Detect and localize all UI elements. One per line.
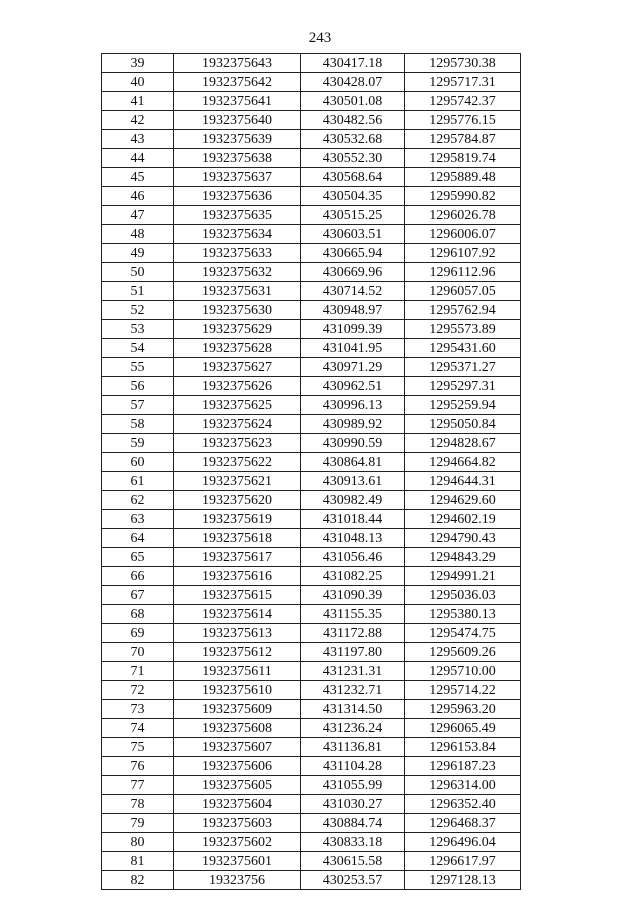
x-coordinate-cell: 431172.88 [301, 624, 405, 643]
row-number-cell: 44 [102, 149, 174, 168]
row-number-cell: 80 [102, 833, 174, 852]
point-id-cell: 1932375605 [174, 776, 301, 795]
point-id-cell: 1932375643 [174, 54, 301, 73]
x-coordinate-cell: 430603.51 [301, 225, 405, 244]
x-coordinate-cell: 430615.58 [301, 852, 405, 871]
y-coordinate-cell: 1295742.37 [405, 92, 521, 111]
x-coordinate-cell: 430501.08 [301, 92, 405, 111]
x-coordinate-cell: 431056.46 [301, 548, 405, 567]
y-coordinate-cell: 1295710.00 [405, 662, 521, 681]
row-number-cell: 76 [102, 757, 174, 776]
point-id-cell: 1932375618 [174, 529, 301, 548]
y-coordinate-cell: 1294790.43 [405, 529, 521, 548]
point-id-cell: 1932375619 [174, 510, 301, 529]
row-number-cell: 46 [102, 187, 174, 206]
row-number-cell: 42 [102, 111, 174, 130]
y-coordinate-cell: 1295259.94 [405, 396, 521, 415]
row-number-cell: 67 [102, 586, 174, 605]
table-row [102, 320, 521, 339]
row-number-cell: 49 [102, 244, 174, 263]
point-id-cell: 1932375608 [174, 719, 301, 738]
row-number-cell: 59 [102, 434, 174, 453]
table-row [102, 605, 521, 624]
point-id-cell: 1932375609 [174, 700, 301, 719]
y-coordinate-cell: 1295036.03 [405, 586, 521, 605]
point-id-cell: 1932375610 [174, 681, 301, 700]
y-coordinate-cell: 1295573.89 [405, 320, 521, 339]
table-row [102, 130, 521, 149]
row-number-cell: 82 [102, 871, 174, 890]
table-row [102, 738, 521, 757]
table-row [102, 491, 521, 510]
y-coordinate-cell: 1295297.31 [405, 377, 521, 396]
x-coordinate-cell: 430417.18 [301, 54, 405, 73]
x-coordinate-cell: 430971.29 [301, 358, 405, 377]
x-coordinate-cell: 430990.59 [301, 434, 405, 453]
table-row [102, 73, 521, 92]
table-row [102, 358, 521, 377]
point-id-cell: 1932375621 [174, 472, 301, 491]
point-id-cell: 1932375606 [174, 757, 301, 776]
row-number-cell: 53 [102, 320, 174, 339]
row-number-cell: 58 [102, 415, 174, 434]
point-id-cell: 1932375611 [174, 662, 301, 681]
table-row [102, 681, 521, 700]
table-row [102, 472, 521, 491]
table-row [102, 624, 521, 643]
row-number-cell: 41 [102, 92, 174, 111]
row-number-cell: 40 [102, 73, 174, 92]
table-row [102, 700, 521, 719]
point-id-cell: 1932375624 [174, 415, 301, 434]
x-coordinate-cell: 431082.25 [301, 567, 405, 586]
table-row [102, 92, 521, 111]
row-number-cell: 69 [102, 624, 174, 643]
y-coordinate-cell: 1296026.78 [405, 206, 521, 225]
point-id-cell: 1932375625 [174, 396, 301, 415]
x-coordinate-cell: 430515.25 [301, 206, 405, 225]
table-row [102, 757, 521, 776]
point-id-cell: 1932375635 [174, 206, 301, 225]
y-coordinate-cell: 1294843.29 [405, 548, 521, 567]
point-id-cell: 1932375631 [174, 282, 301, 301]
point-id-cell: 1932375623 [174, 434, 301, 453]
row-number-cell: 64 [102, 529, 174, 548]
table-row [102, 833, 521, 852]
table-row [102, 586, 521, 605]
x-coordinate-cell: 431018.44 [301, 510, 405, 529]
point-id-cell: 1932375630 [174, 301, 301, 320]
y-coordinate-cell: 1294602.19 [405, 510, 521, 529]
row-number-cell: 43 [102, 130, 174, 149]
x-coordinate-cell: 430982.49 [301, 491, 405, 510]
point-id-cell: 1932375622 [174, 453, 301, 472]
page-number: 243 [308, 30, 332, 46]
row-number-cell: 81 [102, 852, 174, 871]
x-coordinate-cell: 430568.64 [301, 168, 405, 187]
point-id-cell: 1932375633 [174, 244, 301, 263]
y-coordinate-cell: 1295819.74 [405, 149, 521, 168]
y-coordinate-cell: 1295963.20 [405, 700, 521, 719]
table-row [102, 415, 521, 434]
x-coordinate-cell: 430913.61 [301, 472, 405, 491]
point-id-cell: 1932375640 [174, 111, 301, 130]
row-number-cell: 66 [102, 567, 174, 586]
table-row [102, 111, 521, 130]
row-number-cell: 79 [102, 814, 174, 833]
row-number-cell: 51 [102, 282, 174, 301]
point-id-cell: 1932375637 [174, 168, 301, 187]
row-number-cell: 63 [102, 510, 174, 529]
table-row [102, 225, 521, 244]
x-coordinate-cell: 430714.52 [301, 282, 405, 301]
x-coordinate-cell: 431030.27 [301, 795, 405, 814]
y-coordinate-cell: 1296107.92 [405, 244, 521, 263]
y-coordinate-cell: 1296112.96 [405, 263, 521, 282]
row-number-cell: 54 [102, 339, 174, 358]
point-id-cell: 1932375603 [174, 814, 301, 833]
table-row [102, 301, 521, 320]
y-coordinate-cell: 1295889.48 [405, 168, 521, 187]
x-coordinate-cell: 431104.28 [301, 757, 405, 776]
table-row [102, 54, 521, 73]
x-coordinate-cell: 430833.18 [301, 833, 405, 852]
x-coordinate-cell: 431090.39 [301, 586, 405, 605]
row-number-cell: 48 [102, 225, 174, 244]
x-coordinate-cell: 430428.07 [301, 73, 405, 92]
point-id-cell: 1932375616 [174, 567, 301, 586]
x-coordinate-cell: 430989.92 [301, 415, 405, 434]
table-row [102, 662, 521, 681]
y-coordinate-cell: 1295431.60 [405, 339, 521, 358]
row-number-cell: 60 [102, 453, 174, 472]
row-number-cell: 78 [102, 795, 174, 814]
x-coordinate-cell: 430504.35 [301, 187, 405, 206]
y-coordinate-cell: 1296187.23 [405, 757, 521, 776]
x-coordinate-cell: 430962.51 [301, 377, 405, 396]
row-number-cell: 52 [102, 301, 174, 320]
row-number-cell: 62 [102, 491, 174, 510]
y-coordinate-cell: 1296617.97 [405, 852, 521, 871]
point-id-cell: 1932375638 [174, 149, 301, 168]
table-row [102, 814, 521, 833]
x-coordinate-cell: 431314.50 [301, 700, 405, 719]
x-coordinate-cell: 430253.57 [301, 871, 405, 890]
point-id-cell: 1932375627 [174, 358, 301, 377]
table-row [102, 168, 521, 187]
point-id-cell: 19323756 [174, 871, 301, 890]
x-coordinate-cell: 430948.97 [301, 301, 405, 320]
y-coordinate-cell: 1295762.94 [405, 301, 521, 320]
row-number-cell: 55 [102, 358, 174, 377]
row-number-cell: 68 [102, 605, 174, 624]
y-coordinate-cell: 1295776.15 [405, 111, 521, 130]
table-row [102, 434, 521, 453]
x-coordinate-cell: 431055.99 [301, 776, 405, 795]
table-row [102, 548, 521, 567]
y-coordinate-cell: 1296496.04 [405, 833, 521, 852]
point-id-cell: 1932375636 [174, 187, 301, 206]
row-number-cell: 39 [102, 54, 174, 73]
row-number-cell: 70 [102, 643, 174, 662]
table-row [102, 567, 521, 586]
x-coordinate-cell: 430864.81 [301, 453, 405, 472]
table-row [102, 282, 521, 301]
row-number-cell: 56 [102, 377, 174, 396]
row-number-cell: 45 [102, 168, 174, 187]
point-id-cell: 1932375642 [174, 73, 301, 92]
y-coordinate-cell: 1295050.84 [405, 415, 521, 434]
coordinates-table-body [102, 54, 521, 890]
y-coordinate-cell: 1294629.60 [405, 491, 521, 510]
y-coordinate-cell: 1295714.22 [405, 681, 521, 700]
table-row [102, 206, 521, 225]
point-id-cell: 1932375602 [174, 833, 301, 852]
table-row [102, 377, 521, 396]
y-coordinate-cell: 1296065.49 [405, 719, 521, 738]
x-coordinate-cell: 431236.24 [301, 719, 405, 738]
row-number-cell: 77 [102, 776, 174, 795]
x-coordinate-cell: 431155.35 [301, 605, 405, 624]
row-number-cell: 57 [102, 396, 174, 415]
x-coordinate-cell: 431048.13 [301, 529, 405, 548]
table-row [102, 149, 521, 168]
x-coordinate-cell: 431231.31 [301, 662, 405, 681]
y-coordinate-cell: 1296006.07 [405, 225, 521, 244]
x-coordinate-cell: 430996.13 [301, 396, 405, 415]
point-id-cell: 1932375639 [174, 130, 301, 149]
y-coordinate-cell: 1295371.27 [405, 358, 521, 377]
row-number-cell: 73 [102, 700, 174, 719]
table-row [102, 529, 521, 548]
table-row [102, 643, 521, 662]
point-id-cell: 1932375628 [174, 339, 301, 358]
y-coordinate-cell: 1295609.26 [405, 643, 521, 662]
point-id-cell: 1932375617 [174, 548, 301, 567]
x-coordinate-cell: 430884.74 [301, 814, 405, 833]
y-coordinate-cell: 1295380.13 [405, 605, 521, 624]
y-coordinate-cell: 1296314.00 [405, 776, 521, 795]
table-row [102, 263, 521, 282]
table-row [102, 396, 521, 415]
row-number-cell: 47 [102, 206, 174, 225]
x-coordinate-cell: 430669.96 [301, 263, 405, 282]
point-id-cell: 1932375632 [174, 263, 301, 282]
point-id-cell: 1932375626 [174, 377, 301, 396]
y-coordinate-cell: 1294991.21 [405, 567, 521, 586]
table-row [102, 510, 521, 529]
x-coordinate-cell: 431099.39 [301, 320, 405, 339]
table-row [102, 852, 521, 871]
y-coordinate-cell: 1295730.38 [405, 54, 521, 73]
y-coordinate-cell: 1295717.31 [405, 73, 521, 92]
row-number-cell: 75 [102, 738, 174, 757]
row-number-cell: 61 [102, 472, 174, 491]
x-coordinate-cell: 431041.95 [301, 339, 405, 358]
x-coordinate-cell: 430532.68 [301, 130, 405, 149]
point-id-cell: 1932375607 [174, 738, 301, 757]
x-coordinate-cell: 430552.30 [301, 149, 405, 168]
y-coordinate-cell: 1294828.67 [405, 434, 521, 453]
x-coordinate-cell: 430665.94 [301, 244, 405, 263]
point-id-cell: 1932375604 [174, 795, 301, 814]
table-row [102, 776, 521, 795]
point-id-cell: 1932375612 [174, 643, 301, 662]
row-number-cell: 74 [102, 719, 174, 738]
y-coordinate-cell: 1295784.87 [405, 130, 521, 149]
y-coordinate-cell: 1295990.82 [405, 187, 521, 206]
x-coordinate-cell: 431136.81 [301, 738, 405, 757]
table-row [102, 795, 521, 814]
table-row [102, 453, 521, 472]
table-row [102, 871, 521, 890]
table-row [102, 187, 521, 206]
x-coordinate-cell: 431232.71 [301, 681, 405, 700]
point-id-cell: 1932375614 [174, 605, 301, 624]
point-id-cell: 1932375613 [174, 624, 301, 643]
y-coordinate-cell: 1296468.37 [405, 814, 521, 833]
x-coordinate-cell: 431197.80 [301, 643, 405, 662]
y-coordinate-cell: 1296153.84 [405, 738, 521, 757]
table-row [102, 244, 521, 263]
point-id-cell: 1932375629 [174, 320, 301, 339]
y-coordinate-cell: 1296352.40 [405, 795, 521, 814]
point-id-cell: 1932375615 [174, 586, 301, 605]
x-coordinate-cell: 430482.56 [301, 111, 405, 130]
table-row [102, 339, 521, 358]
row-number-cell: 50 [102, 263, 174, 282]
y-coordinate-cell: 1297128.13 [405, 871, 521, 890]
table-row [102, 719, 521, 738]
row-number-cell: 65 [102, 548, 174, 567]
row-number-cell: 72 [102, 681, 174, 700]
y-coordinate-cell: 1294644.31 [405, 472, 521, 491]
coordinates-table [101, 53, 521, 890]
y-coordinate-cell: 1296057.05 [405, 282, 521, 301]
point-id-cell: 1932375634 [174, 225, 301, 244]
row-number-cell: 71 [102, 662, 174, 681]
y-coordinate-cell: 1294664.82 [405, 453, 521, 472]
y-coordinate-cell: 1295474.75 [405, 624, 521, 643]
point-id-cell: 1932375641 [174, 92, 301, 111]
point-id-cell: 1932375620 [174, 491, 301, 510]
point-id-cell: 1932375601 [174, 852, 301, 871]
